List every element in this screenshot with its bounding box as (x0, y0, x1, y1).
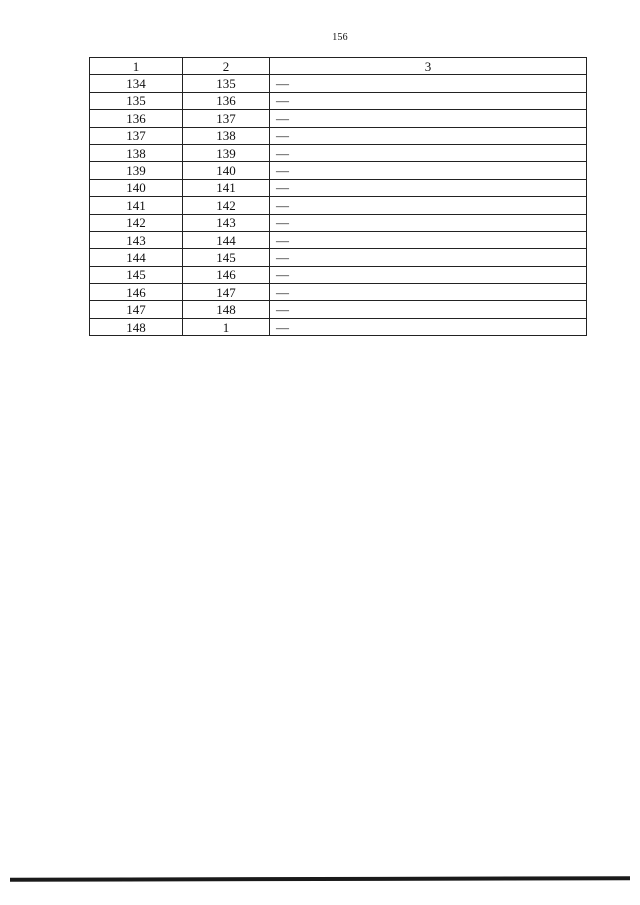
table-cell-col-2: 138 (183, 127, 270, 144)
table-cell-col-2: 143 (183, 214, 270, 231)
column-header-2: 2 (183, 58, 270, 75)
table-cell-col-2: 135 (183, 75, 270, 92)
table-row (90, 110, 587, 127)
table-row (90, 127, 587, 144)
table-cell-col-3: — (270, 110, 587, 127)
table-cell-col-1: 146 (90, 284, 183, 301)
table-cell-col-2: 148 (183, 301, 270, 318)
bottom-rule (10, 876, 630, 882)
table-cell-col-1: 138 (90, 144, 183, 161)
table-row (90, 92, 587, 109)
table-cell-col-3: — (270, 214, 587, 231)
table-row (90, 162, 587, 179)
table-cell-col-1: 143 (90, 231, 183, 248)
table-cell-col-1: 147 (90, 301, 183, 318)
data-table (89, 57, 587, 336)
table-row (90, 75, 587, 92)
table-body (90, 75, 587, 336)
table-cell-col-3: — (270, 127, 587, 144)
table-cell-col-2: 137 (183, 110, 270, 127)
table-cell-col-3: — (270, 197, 587, 214)
table-cell-col-3: — (270, 179, 587, 196)
table-cell-col-1: 136 (90, 110, 183, 127)
table-cell-col-3: — (270, 301, 587, 318)
table-row (90, 179, 587, 196)
table-cell-col-2: 142 (183, 197, 270, 214)
table-cell-col-1: 134 (90, 75, 183, 92)
table-row (90, 214, 587, 231)
table-row (90, 266, 587, 283)
table-cell-col-2: 139 (183, 144, 270, 161)
table-cell-col-1: 148 (90, 318, 183, 335)
table-cell-col-1: 141 (90, 197, 183, 214)
column-header-1: 1 (90, 58, 183, 75)
table-row (90, 249, 587, 266)
table-cell-col-2: 144 (183, 231, 270, 248)
table-row (90, 318, 587, 335)
table-cell-col-3: — (270, 231, 587, 248)
table-cell-col-1: 145 (90, 266, 183, 283)
table-row (90, 144, 587, 161)
table-cell-col-2: 145 (183, 249, 270, 266)
table-cell-col-1: 142 (90, 214, 183, 231)
table-cell-col-3: — (270, 162, 587, 179)
table-cell-col-1: 144 (90, 249, 183, 266)
table-cell-col-1: 140 (90, 179, 183, 196)
table-cell-col-1: 139 (90, 162, 183, 179)
table-cell-col-2: 136 (183, 92, 270, 109)
table-cell-col-3: — (270, 92, 587, 109)
table-header-row (90, 58, 587, 75)
page-number: 156 (332, 32, 348, 43)
table-cell-col-2: 140 (183, 162, 270, 179)
table-row (90, 231, 587, 248)
table-cell-col-3: — (270, 75, 587, 92)
table-cell-col-2: 147 (183, 284, 270, 301)
table-cell-col-1: 137 (90, 127, 183, 144)
column-header-3: 3 (270, 58, 587, 75)
table-cell-col-3: — (270, 144, 587, 161)
table-cell-col-2: 146 (183, 266, 270, 283)
table-cell-col-2: 141 (183, 179, 270, 196)
table-cell-col-1: 135 (90, 92, 183, 109)
table-cell-col-3: — (270, 284, 587, 301)
table-cell-col-3: — (270, 249, 587, 266)
table-cell-col-3: — (270, 266, 587, 283)
table-row (90, 284, 587, 301)
table-cell-col-3: — (270, 318, 587, 335)
table-row (90, 197, 587, 214)
table-cell-col-2: 1 (183, 318, 270, 335)
table-row (90, 301, 587, 318)
